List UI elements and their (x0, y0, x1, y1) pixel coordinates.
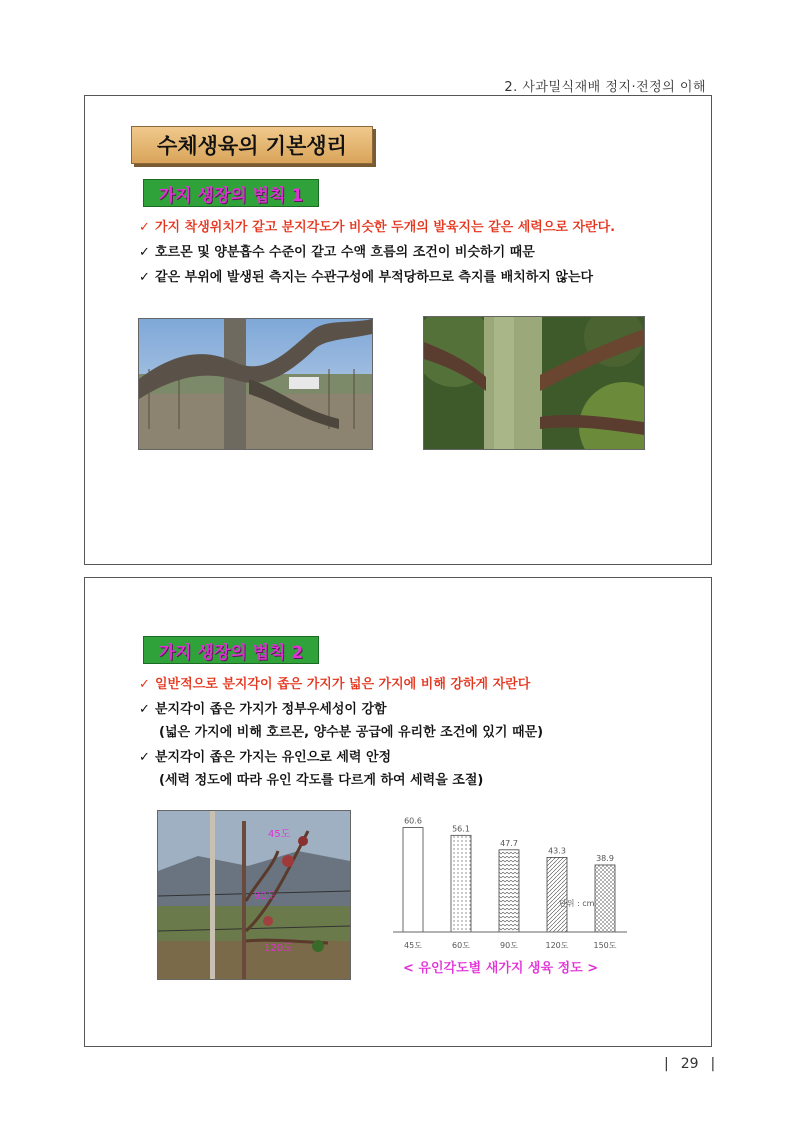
x-tick-label: 150도 (593, 941, 617, 950)
running-header: 2. 사과밀식재배 정지·전정의 이해 (504, 80, 706, 95)
photo-training-angles (157, 810, 351, 980)
page-number: | 29 | (664, 1056, 716, 1072)
slide-title: 수체생육의 기본생리 (131, 126, 373, 164)
bullet-item: ✓ 같은 부위에 발생된 측지는 수관구성에 부적당하므로 측지를 배치하지 않는다 (139, 270, 594, 285)
bullet-item: ✓ 가지 착생위치가 같고 분지각도가 비슷한 두개의 발육지는 같은 세력으로 자란다. (139, 220, 616, 235)
bullet-item: ✓ 일반적으로 분지각이 좁은 가지가 넓은 가지에 비해 강하게 자란다 (139, 677, 531, 692)
check-icon: ✓ (139, 702, 150, 717)
bar-150도 (595, 865, 615, 932)
check-icon: ✓ (139, 245, 150, 260)
photo-label-45: 45도 (268, 829, 291, 840)
bar-value-label: 60.6 (404, 816, 422, 826)
unit-label: 단위 : cm (559, 899, 595, 908)
bar-45도 (403, 828, 423, 932)
check-icon: ✓ (139, 220, 150, 235)
slide-1 (84, 95, 712, 565)
bar-value-label: 43.3 (548, 846, 566, 856)
check-icon: ✓ (139, 750, 150, 765)
check-icon: ✓ (139, 270, 150, 285)
photo-branch-closeup (423, 316, 645, 450)
bar-120도 (547, 857, 567, 932)
bullet-item: ✓ 호르몬 및 양분흡수 수준이 같고 수액 흐름의 조건이 비슷하기 때문 (139, 245, 535, 260)
bar-60도 (451, 835, 471, 932)
chart-caption: < 유인각도별 새가지 생육 정도 > (403, 961, 599, 976)
x-tick-label: 45도 (404, 941, 422, 950)
bullet-item: ✓ 분지각이 좁은 가지가 정부우세성이 강함 (넓은 가지에 비해 호르몬, 양수분 공급에 유리한 조건에 있기 때문) (139, 702, 544, 740)
bar-value-label: 47.7 (500, 838, 518, 848)
photo-label-120: 120도 (264, 943, 293, 954)
law-heading-1: 가지 생장의 법칙 1 (143, 179, 319, 207)
x-tick-label: 90도 (500, 941, 518, 950)
bar-90도 (499, 850, 519, 932)
bullet-item: ✓ 분지각이 좁은 가지는 유인으로 세력 안정 (세력 정도에 따라 유인 각도를 다르게 하여 세력을 조절) (139, 750, 484, 788)
photo-branch-orchard (138, 318, 373, 450)
bullet-list-1 (139, 219, 615, 294)
law-heading-2: 가지 생장의 법칙 2 (143, 636, 319, 664)
bar-value-label: 38.9 (596, 853, 614, 863)
bar-value-label: 56.1 (452, 824, 470, 834)
slide-2 (84, 577, 712, 1047)
x-tick-label: 60도 (452, 941, 470, 950)
bullet-list-2 (139, 676, 543, 797)
x-tick-label: 120도 (545, 941, 569, 950)
check-icon: ✓ (139, 677, 150, 692)
growth-bar-chart (385, 800, 635, 970)
photo-label-90: 90도 (254, 891, 277, 902)
